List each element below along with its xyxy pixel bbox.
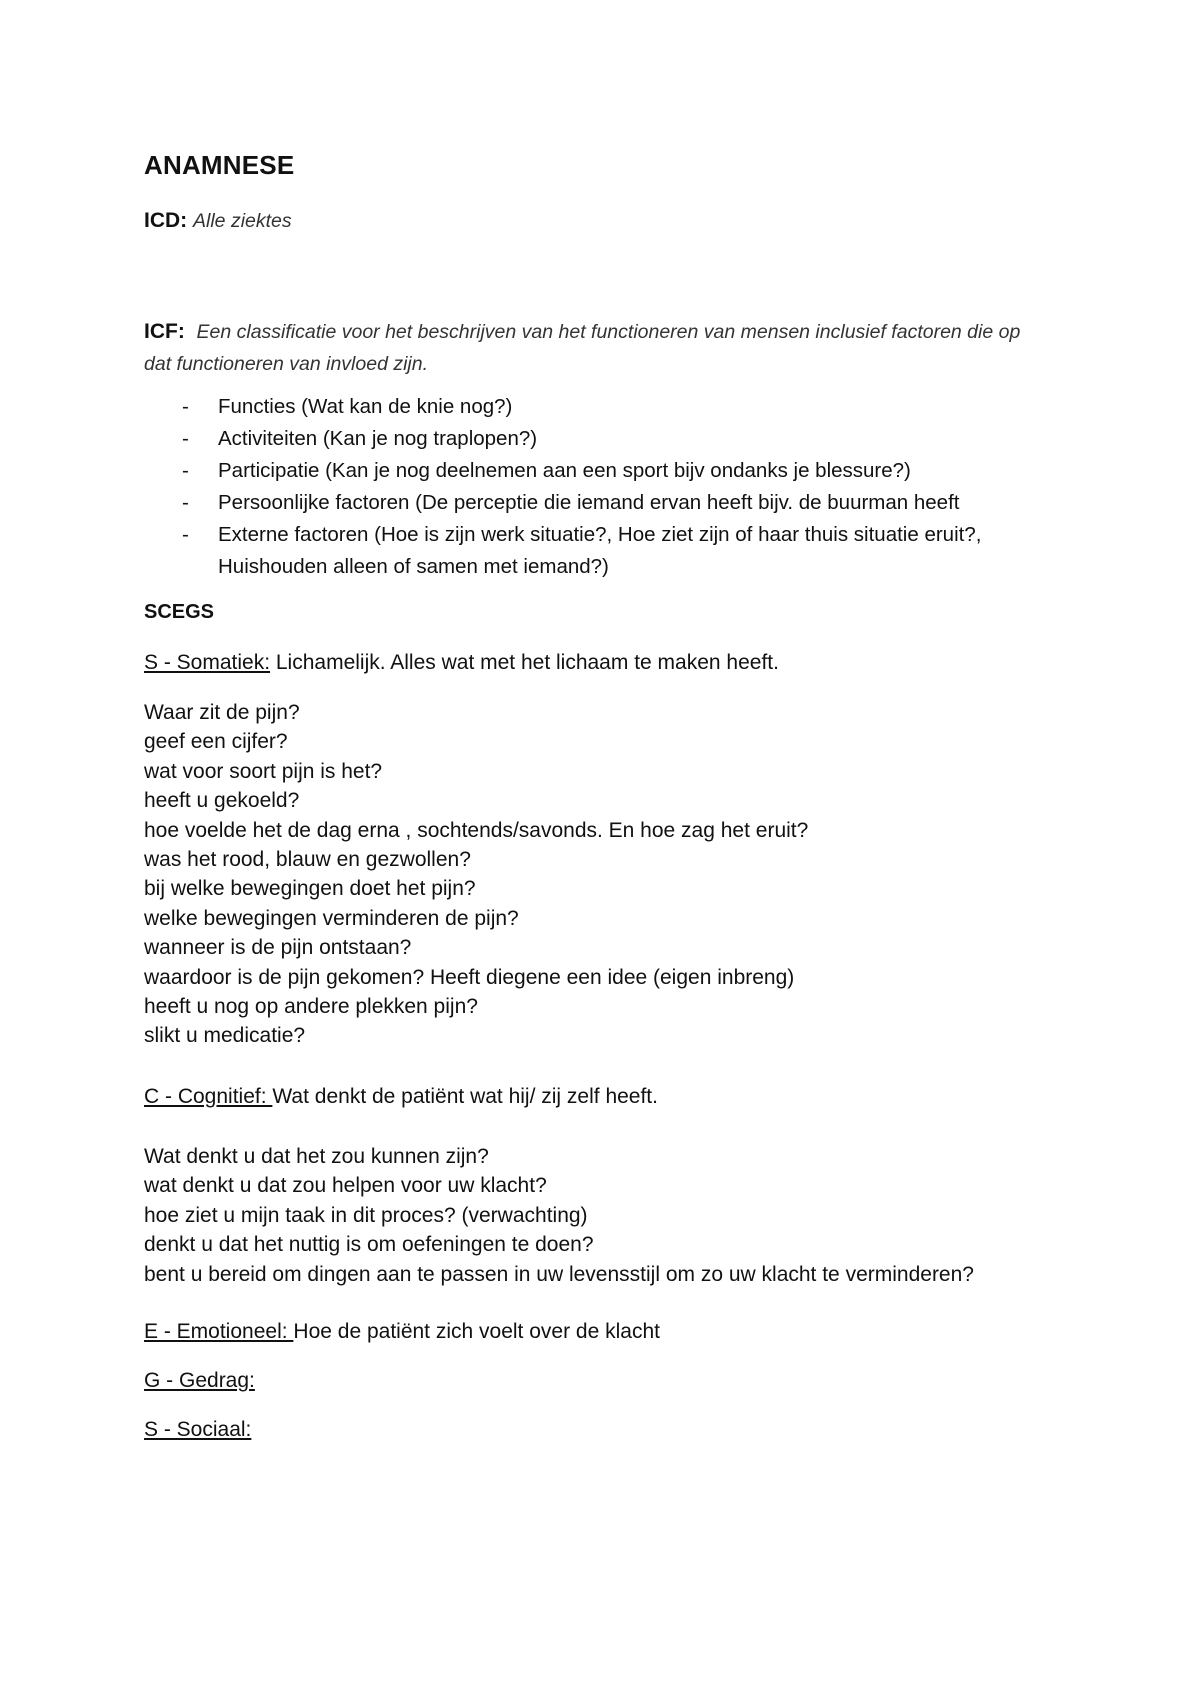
cognitief-questions [144,1142,1124,1289]
list-item-text: Activiteiten (Kan je nog traplopen?) [218,427,538,450]
list-item: geef een cijfer? [144,730,288,754]
icd-label: ICD: [144,209,188,232]
icf-label: ICF: [144,320,185,343]
list-item: Waar zit de pijn? [144,701,300,724]
list-item: - Activiteiten (Kan je nog traplopen?) [182,427,538,450]
icf-list [182,391,1062,583]
list-item: welke bewegingen verminderen de pijn? [144,906,519,930]
list-item: hoe voelde het de dag erna , sochtends/savonds. En hoe zag het eruit? [144,818,809,842]
list-item: bij welke bewegingen doet het pijn? [144,877,476,901]
list-item-text: Persoonlijke factoren (De perceptie die iemand ervan heeft bijv. de buurman heeft [218,491,960,514]
list-item: wanneer is de pijn ontstaan? [144,936,412,960]
list-item-text: Participatie (Kan je nog deelnemen aan een sport bijv ondanks je blessure?) [218,459,911,482]
list-item: - Externe factoren (Hoe is zijn werk situatie?, Hoe ziet zijn of haar thuis situatie eruit?, Huishouden alleen of samen met iemand?) [182,523,982,578]
icf-definition [144,316,1044,380]
list-item: was het rood, blauw en gezwollen? [144,848,471,872]
gedrag-heading: G - Gedrag: [144,1369,255,1392]
icd-line [144,209,292,233]
list-item-text: Externe factoren (Hoe is zijn werk situatie?, Hoe ziet zijn of haar thuis situatie eruit?, Huishouden alleen of samen met iemand?) [218,523,982,578]
icf-definition-text: Een classificatie voor het beschrijven van het functioneren van mensen inclusief factoren die op dat functioneren van invloed zijn. [144,321,1021,375]
list-item: wat denkt u dat zou helpen voor uw klacht? [144,1174,547,1198]
list-item: Wat denkt u dat het zou kunnen zijn? [144,1145,489,1168]
list-item: heeft u gekoeld? [144,789,300,813]
list-item: - Persoonlijke factoren (De perceptie die iemand ervan heeft bijv. de buurman heeft [182,491,960,514]
emotioneel-text: Hoe de patiënt zich voelt over de klacht [293,1320,660,1343]
somatiek-heading: S - Somatiek: [144,651,271,674]
list-item: waardoor is de pijn gekomen? Heeft diegene een idee (eigen inbreng) [144,965,795,989]
emotioneel-section [144,1320,1094,1344]
cognitief-section [144,1085,1094,1109]
list-item: - Participatie (Kan je nog deelnemen aan een sport bijv ondanks je blessure?) [182,459,911,482]
list-item: slikt u medicatie? [144,1024,306,1048]
list-item: wat voor soort pijn is het? [144,759,383,783]
list-item: heeft u nog op andere plekken pijn? [144,995,478,1019]
list-item: - Functies (Wat kan de knie nog?) [182,395,513,418]
emotioneel-heading: E - Emotioneel: [144,1320,294,1343]
list-item: denkt u dat het nuttig is om oefeningen te doen? [144,1233,594,1257]
list-item: hoe ziet u mijn taak in dit proces? (verwachting) [144,1203,588,1227]
list-item: bent u bereid om dingen aan te passen in uw levensstijl om zo uw klacht te verminderen? [144,1262,974,1286]
icd-text: Alle ziektes [193,210,292,232]
scegs-heading: SCEGS [144,601,215,623]
somatiek-text: Lichamelijk. Alles wat met het lichaam te maken heeft. [270,651,779,674]
list-item-text: Functies (Wat kan de knie nog?) [218,395,513,418]
sociaal-section [144,1418,1094,1442]
document-title: ANAMNESE [144,150,295,180]
gedrag-section [144,1369,1094,1393]
somatiek-questions [144,698,1124,1051]
cognitief-text: Wat denkt de patiënt wat hij/ zij zelf heeft. [272,1085,658,1108]
somatiek-section [144,651,1094,675]
cognitief-heading: C - Cognitief: [144,1085,273,1108]
sociaal-heading: S - Sociaal: [144,1418,252,1441]
